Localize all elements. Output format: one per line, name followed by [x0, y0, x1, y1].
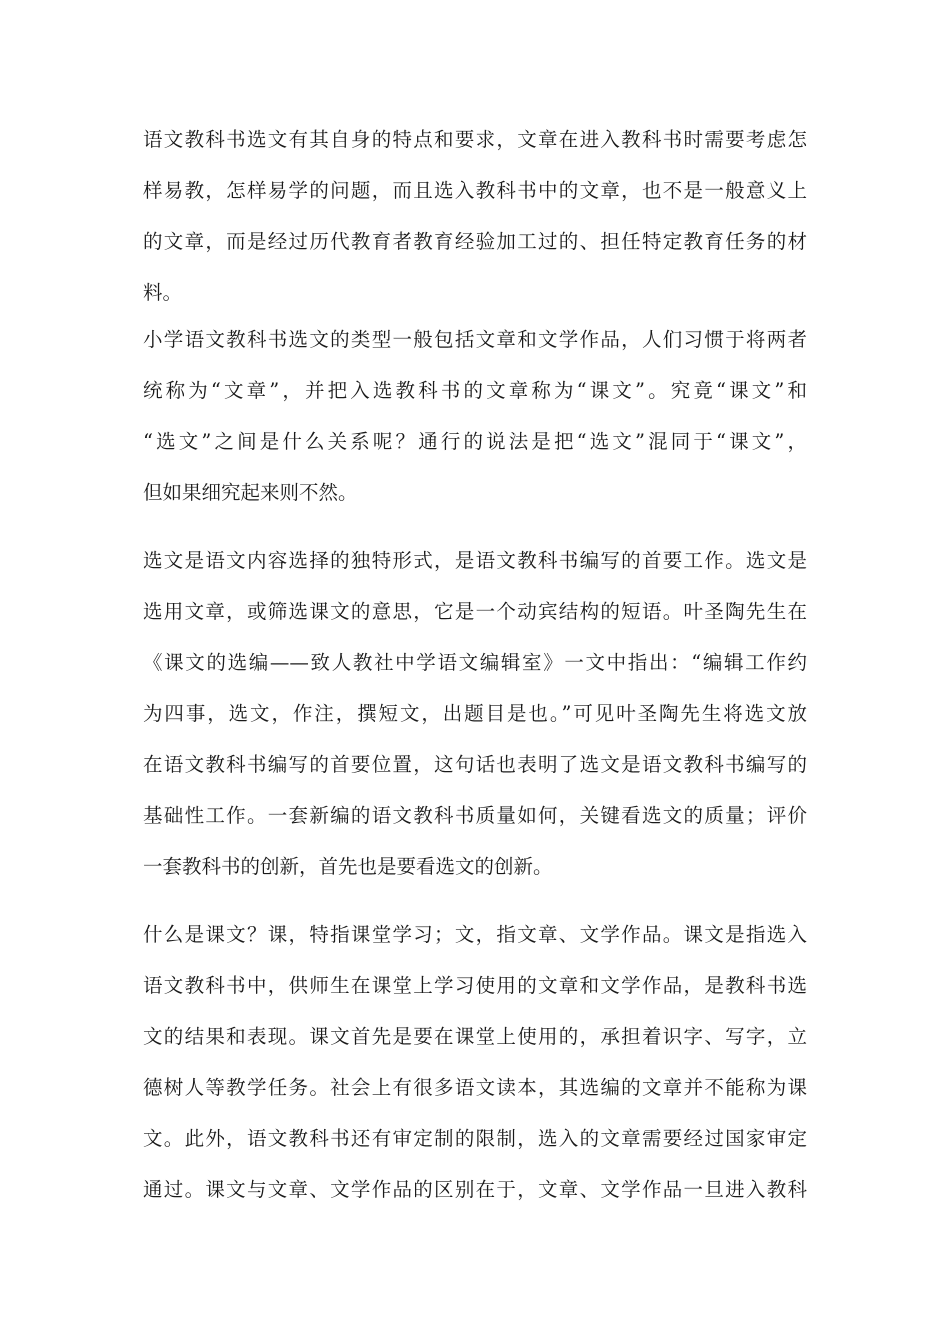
text-line: 一套教科书的创新，首先也是要看选文的创新。: [143, 855, 553, 878]
text-line: “选文”之间是什么关系呢？通行的说法是把“选文”混同于“课文”，: [143, 430, 807, 453]
text-line: 为四事，选文，作注，撰短文，出题目是也。”可见叶圣陶先生将选文放: [143, 702, 807, 725]
text-line: 德树人等教学任务。社会上有很多语文读本，其选编的文章并不能称为课: [143, 1076, 807, 1099]
text-line: 文的结果和表现。课文首先是要在课堂上使用的，承担着识字、写字，立: [143, 1025, 807, 1048]
text-line: 统称为“文章”，并把入选教科书的文章称为“课文”。究竟“课文”和: [143, 379, 807, 402]
text-line: 在语文教科书编写的首要位置，这句话也表明了选文是语文教科书编写的: [143, 753, 807, 776]
text-line: 选文是语文内容选择的独特形式，是语文教科书编写的首要工作。选文是: [143, 549, 807, 572]
text-line: 什么是课文？课，特指课堂学习；文，指文章、文学作品。课文是指选入: [143, 923, 807, 946]
text-line: 文。此外，语文教科书还有审定制的限制，选入的文章需要经过国家审定: [143, 1127, 807, 1150]
text-line: 料。: [143, 281, 183, 304]
text-line: 样易教，怎样易学的问题，而且选入教科书中的文章，也不是一般意义上: [143, 179, 807, 202]
text-line: 但如果细究起来则不然。: [143, 481, 358, 504]
text-line: 《课文的选编——致人教社中学语文编辑室》一文中指出：“编辑工作约: [143, 651, 807, 674]
text-line: 语文教科书选文有其自身的特点和要求，文章在进入教科书时需要考虑怎: [143, 128, 807, 151]
text-line: 基础性工作。一套新编的语文教科书质量如何，关键看选文的质量；评价: [143, 804, 807, 827]
text-line: 选用文章，或筛选课文的意思，它是一个动宾结构的短语。叶圣陶先生在: [143, 600, 807, 623]
text-line: 小学语文教科书选文的类型一般包括文章和文学作品，人们习惯于将两者: [143, 328, 807, 351]
text-line: 语文教科书中，供师生在课堂上学习使用的文章和文学作品，是教科书选: [143, 974, 807, 997]
text-line: 的文章，而是经过历代教育者教育经验加工过的、担任特定教育任务的材: [143, 230, 807, 253]
text-line: 通过。课文与文章、文学作品的区别在于，文章、文学作品一旦进入教科: [143, 1178, 807, 1201]
